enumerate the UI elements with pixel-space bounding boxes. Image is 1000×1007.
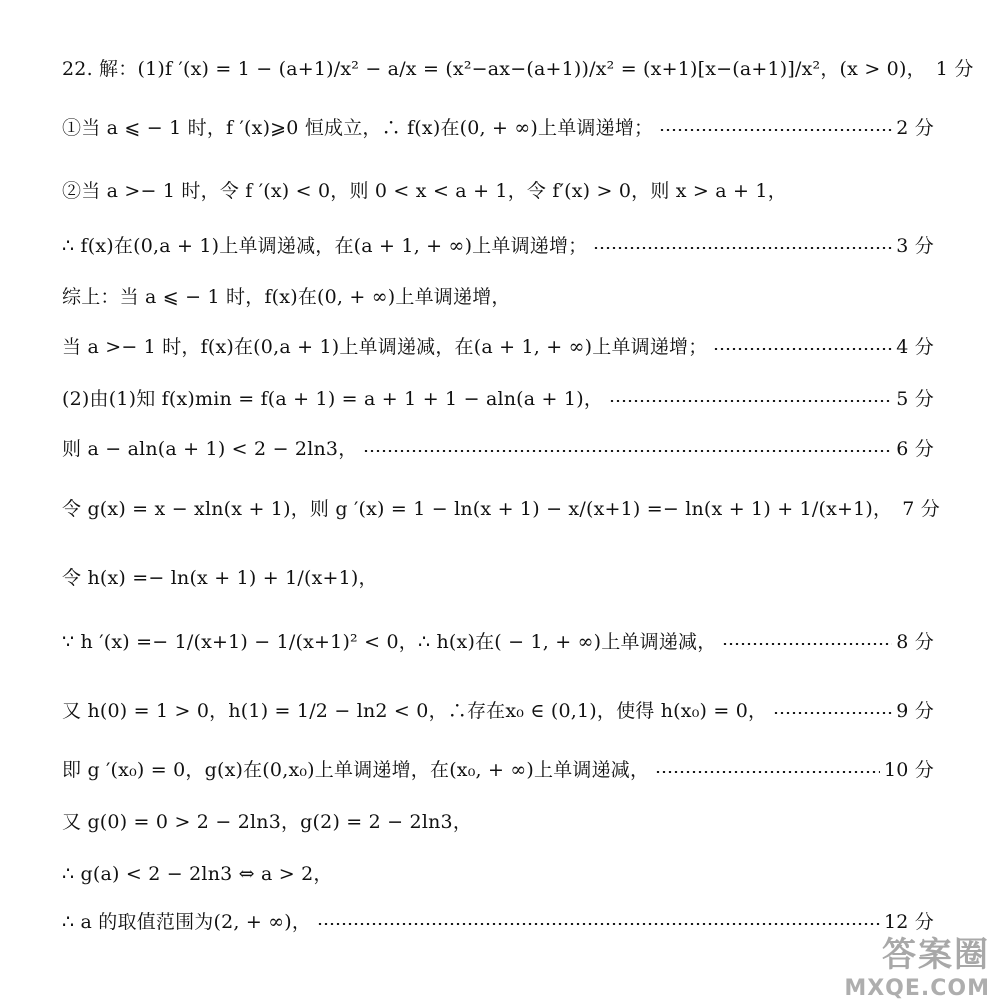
score-label: 4 分	[896, 336, 934, 358]
line-text: 即 g ′(x₀) = 0，g(x)在(0,x₀)上单调递增，在(x₀, + ∞)上单调递减，	[62, 759, 650, 781]
line-text: 则 a − aln(a + 1) < 2 − 2ln3，	[62, 438, 358, 460]
solution-line-5	[62, 282, 934, 309]
leader-dots	[713, 348, 892, 350]
line-text: ∴ f(x)在(0,a + 1)上单调递减，在(a + 1, + ∞)上单调递增；	[62, 235, 588, 257]
score-label: 5 分	[896, 388, 934, 410]
watermark	[800, 927, 990, 1001]
leader-dots	[317, 923, 880, 925]
solution-line-2	[62, 113, 934, 140]
line-text: 令 g(x) = x − xln(x + 1)，则 g ′(x) = 1 − ln(x + 1) − x/(x+1) =− ln(x + 1) + 1/(x+1)，	[62, 498, 893, 520]
line-text: 22. 解：(1)f ′(x) = 1 − (a+1)/x² − a/x = (x²−ax−(a+1))/x² = (x+1)[x−(a+1)]/x²，(x > 0)，	[62, 58, 926, 80]
solution-line-7	[62, 384, 934, 411]
line-text: 又 g(0) = 0 > 2 − 2ln3，g(2) = 2 − 2ln3，	[62, 811, 473, 833]
line-text: 当 a >− 1 时，f(x)在(0,a + 1)上单调递减，在(a + 1, + ∞)上单调递增；	[62, 336, 708, 358]
solution-line-14	[62, 807, 934, 834]
score-label: 8 分	[896, 631, 934, 653]
score-label: 9 分	[896, 700, 934, 722]
score-label: 10 分	[883, 759, 934, 781]
solution-line-12	[62, 696, 934, 723]
line-text: ①当 a ⩽ − 1 时，f ′(x)⩾0 恒成立，∴ f(x)在(0, + ∞)上单调递增；	[62, 117, 654, 139]
leader-dots	[609, 400, 892, 402]
line-text: ∴ a 的取值范围为(2, + ∞)，	[62, 911, 312, 933]
solution-line-11	[62, 627, 934, 654]
line-text: ∵ h ′(x) =− 1/(x+1) − 1/(x+1)² < 0，∴ h(x)在( − 1, + ∞)上单调递减，	[62, 631, 717, 653]
leader-dots	[659, 129, 892, 131]
solution-line-3	[62, 176, 934, 203]
line-text: (2)由(1)知 f(x)min = f(a + 1) = a + 1 + 1 − aln(a + 1)，	[62, 388, 604, 410]
line-text: ∴ g(a) < 2 − 2ln3 ⇔ a > 2，	[62, 863, 333, 885]
solution-line-15	[62, 859, 934, 886]
line-text: 又 h(0) = 1 > 0，h(1) = 1/2 − ln2 < 0，∴存在x₀ ∈ (0,1)，使得 h(x₀) = 0，	[62, 700, 768, 722]
score-label: 12 分	[883, 911, 934, 933]
score-label: 3 分	[896, 235, 934, 257]
leader-dots	[773, 712, 892, 714]
leader-dots	[593, 247, 892, 249]
score-label: 2 分	[896, 117, 934, 139]
solution-line-9	[62, 494, 940, 521]
watermark-url: MXQE.COM	[844, 976, 990, 1001]
line-text: ②当 a >− 1 时，令 f ′(x) < 0，则 0 < x < a + 1，令 f′(x) > 0，则 x > a + 1，	[62, 180, 787, 202]
solution-line-10	[62, 563, 934, 590]
leader-dots	[363, 450, 892, 452]
leader-dots	[655, 771, 880, 773]
leader-dots	[722, 643, 892, 645]
score-label: 6 分	[896, 438, 934, 460]
score-label: 7 分	[902, 498, 940, 520]
watermark-logo: 答案圈	[882, 935, 990, 975]
line-text: 综上：当 a ⩽ − 1 时，f(x)在(0, + ∞)上单调递增，	[62, 286, 511, 308]
solution-line-1	[62, 54, 974, 81]
solution-line-13	[62, 755, 934, 782]
solution-line-8	[62, 434, 934, 461]
solution-line-4	[62, 231, 934, 258]
score-label: 1 分	[935, 58, 974, 80]
line-text: 令 h(x) =− ln(x + 1) + 1/(x+1)，	[62, 567, 378, 589]
solution-line-6	[62, 332, 934, 359]
